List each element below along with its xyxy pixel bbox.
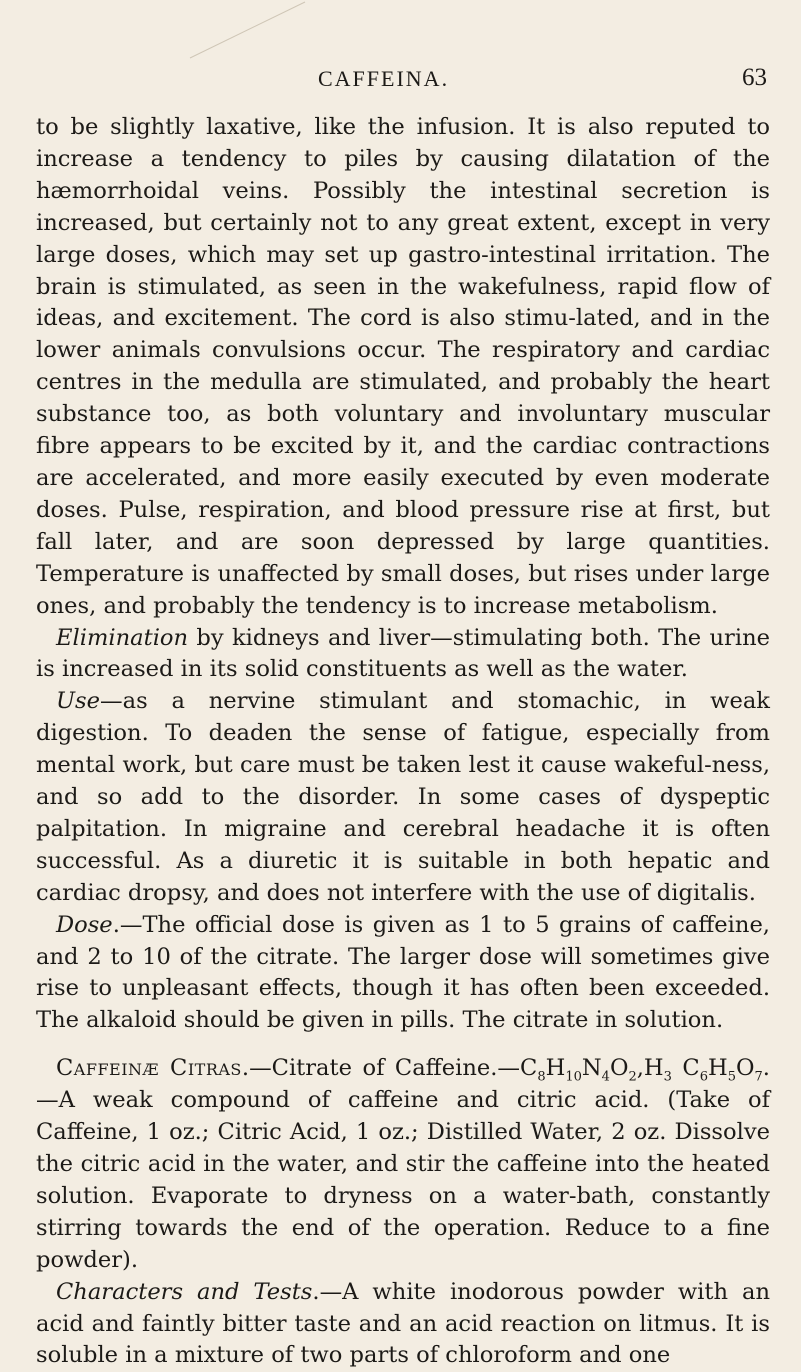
formula-part: C <box>520 1055 538 1082</box>
paragraph-effects <box>36 112 770 623</box>
paragraph-caffeine-citrate <box>36 1053 770 1276</box>
formula-part: N <box>581 1055 602 1082</box>
formula-part: ,H <box>636 1055 664 1082</box>
formula-part: H <box>545 1055 566 1082</box>
citras-heading: Caffeinæ Citras <box>56 1055 242 1082</box>
formula-subscript: 3 <box>663 1069 672 1085</box>
formula-part: O <box>735 1055 755 1082</box>
formula-subscript: 2 <box>628 1069 637 1085</box>
running-head <box>0 66 801 102</box>
chemical-formula <box>520 1055 763 1085</box>
formula-subscript: 7 <box>754 1069 763 1085</box>
formula-subscript: 5 <box>727 1069 736 1085</box>
paragraph-elimination <box>36 623 770 687</box>
use-label: Use <box>56 688 101 715</box>
paragraph-dose <box>36 910 770 1038</box>
body-text <box>36 112 770 1372</box>
elimination-label: Elimination <box>56 624 189 651</box>
page-crease-mark <box>150 0 310 60</box>
paragraph-effects-text: to be slightly laxative, like the infusion. It is also reputed to increase a tendency to piles by causing dilatation of the hæmorrhoidal veins. Possibly the intestinal secretion is increased, but certainly not to any great extent, except in very large doses, which may set up gastro-intestinal irritation. The brain is stimulated, as seen in the wakefulness, rapid flow of ideas, and excitement. The cord is also stimu-lated, and in the lower animals convulsions occur. The respiratory and cardiac centres in the medulla are stimulated, and probably the heart substance too, as both voluntary and involuntary muscular fibre appears to be excited by it, and the cardiac contractions are accelerated, and more easily executed by even moderate doses. Pulse, respiration, and blood pressure rise at first, but fall later, and are soon depressed by large quantities. Temperature is unaffected by small doses, but rises under large ones, and probably the tendency is to increase metabolism. <box>36 114 770 619</box>
paragraph-characters-tests <box>36 1277 770 1372</box>
paragraph-use <box>36 686 770 909</box>
citras-intro: .—Citrate of Caffeine.— <box>241 1055 521 1082</box>
formula-subscript: 4 <box>601 1069 610 1085</box>
running-title: CAFFEINA. <box>318 66 450 91</box>
citras-text: .—A weak compound of caffeine and citric acid. (Take of Caffeine, 1 oz.; Citric Acid, 1 oz.; Distilled Water, 2 oz. Dissolve the citric acid in the water, and stir the caffeine into the heated solution. Evaporate to dryness on a water-bath, constantly stirring towards the end of the operation. Reduce to a fine powder). <box>36 1055 770 1273</box>
dose-text: .—The official dose is given as 1 to 5 grains of caffeine, and 2 to 10 of the citrate. The larger dose will sometimes give rise to unpleasant effects, though it has often been exceeded. The alkaloid should be given in pills. The citrate in solution. <box>36 911 770 1034</box>
characters-label: Characters and Tests <box>56 1278 313 1305</box>
formula-subscript: 10 <box>565 1069 582 1085</box>
formula-subscript: 8 <box>537 1069 546 1085</box>
formula-subscript: 6 <box>699 1069 708 1085</box>
page-number: 63 <box>742 64 767 91</box>
formula-part: C <box>671 1055 700 1082</box>
dose-label: Dose <box>56 911 113 938</box>
use-text: —as a nervine stimulant and stomachic, in weak digestion. To deaden the sense of fatigue, especially from mental work, but care must be taken lest it cause wakeful-ness, and so add to the disorder. In some cases of dyspeptic palpitation. In migraine and cerebral headache it is often successful. As a diuretic it is suitable in both hepatic and cardiac dropsy, and does not interfere with the use of digitalis. <box>36 688 770 906</box>
formula-part: O <box>609 1055 629 1082</box>
characters-text: .—A white inodorous powder with an acid and faintly bitter taste and an acid reaction on litmus. It is soluble in a mixture of two parts of chloroform and one <box>36 1278 770 1369</box>
elimination-text: by kidneys and liver—stimulating both. The urine is increased in its solid constituents as well as the water. <box>36 624 770 683</box>
formula-part: H <box>707 1055 728 1082</box>
